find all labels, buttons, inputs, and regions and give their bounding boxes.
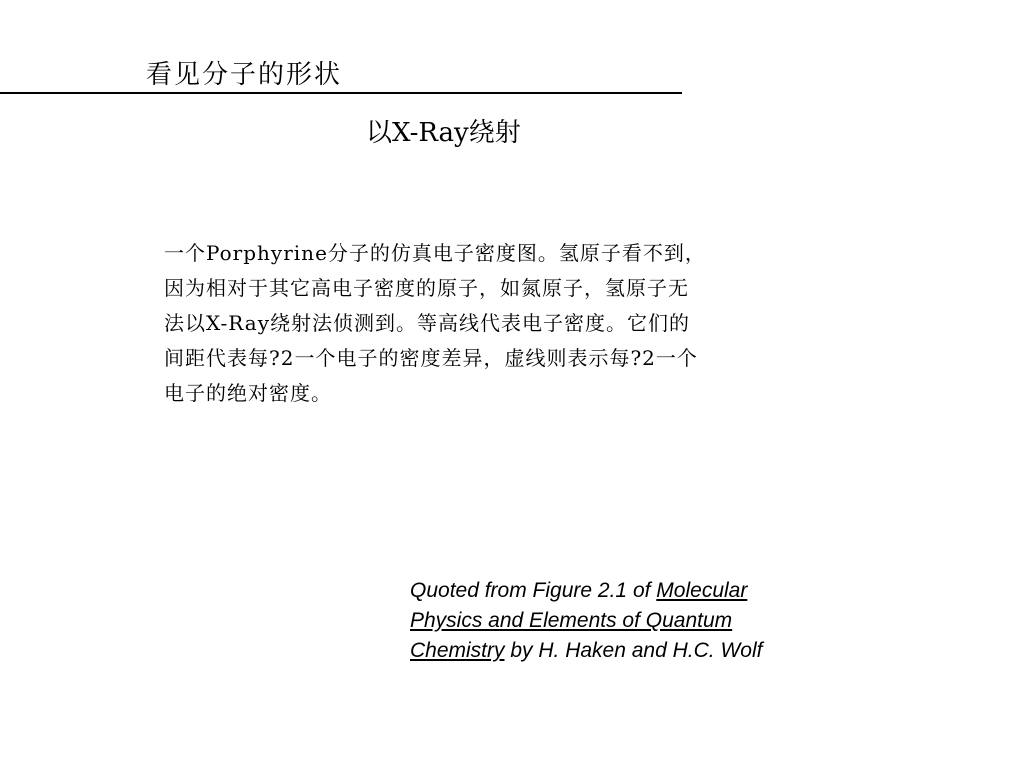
body-line: 法以X-Ray绕射法侦测到。等高线代表电子密度。它们的 [164, 311, 691, 335]
slide-title: 看见分子的形状 [146, 60, 343, 90]
citation-authors: by H. Haken and H.C. Wolf [504, 639, 763, 662]
citation [410, 576, 870, 666]
book-title-part: Physics and Elements of Quantum [410, 609, 733, 632]
body-line: 因为相对于其它高电子密度的原子，如氮原子，氢原子无 [164, 276, 689, 300]
book-title-part: Chemistry [410, 639, 505, 662]
slide-subtitle: 以X-Ray绕射 [366, 118, 521, 148]
body-line: 电子的绝对密度。 [164, 381, 332, 405]
citation-prefix: Quoted from Figure 2.1 of [410, 579, 657, 602]
title-underline-divider [0, 92, 682, 94]
book-title-part: Molecular [656, 579, 748, 602]
citation-line-3 [410, 636, 870, 666]
body-paragraph [164, 236, 876, 411]
citation-line-1 [410, 576, 870, 606]
citation-line-2 [410, 606, 870, 636]
body-line: 间距代表每?2一个电子的密度差异，虚线则表示每?2一个 [164, 346, 698, 370]
body-line: 一个Porphyrine分子的仿真电子密度图。氢原子看不到， [164, 241, 706, 265]
